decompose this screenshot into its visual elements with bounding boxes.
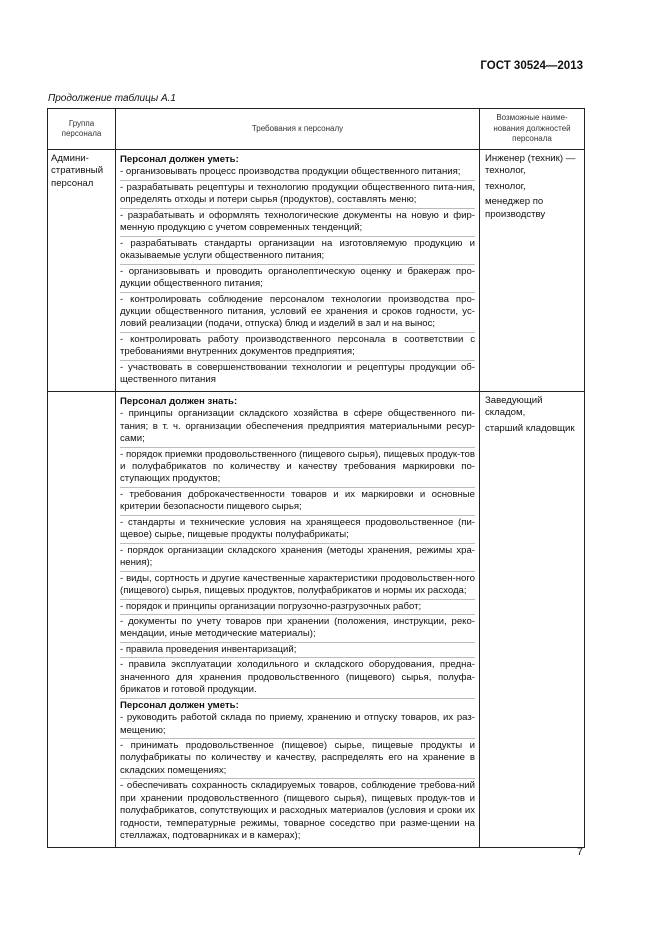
requirement-item: - разрабатывать и оформлять технологические документы на новую и фир-менную продукцию с учетом современных тенденций; bbox=[120, 210, 475, 237]
requirement-item: - порядок приемки продовольственного (пищевого сырья), пищевых продук-тов и полуфабрикатов по количеству и качеству требования маркировки по-ступающих продуктов; bbox=[120, 449, 475, 488]
requirement-item: - виды, сортность и другие качественные характеристики продовольствен-ного (пищевого) сырья, пищевых продуктов, полуфабрикатов и нормы их расхода; bbox=[120, 573, 475, 600]
positions-cell bbox=[480, 391, 585, 847]
table-continuation-caption: Продолжение таблицы А.1 bbox=[48, 93, 176, 104]
page-number: 7 bbox=[576, 846, 583, 858]
requirement-item: - правила эксплуатации холодильного и складского оборудования, предна-значенного для хранения продовольственного (пищевого) сырья, полуфа-брикатов и готовой продукции. bbox=[120, 659, 475, 698]
requirement-item: - руководить работой склада по приему, хранению и отпуску товаров, их раз-мещению; bbox=[120, 712, 475, 739]
requirements-cell bbox=[116, 150, 480, 392]
block-heading: Персонал должен уметь: bbox=[120, 699, 239, 711]
requirement-item: - обеспечивать сохранность складируемых товаров, соблюдение требова-ний при хранении продовольственного (пищевого сырья), пищевых продук-тов и полуфабрикатов, сопутствующих и расходных материалов (условия и сроки их годности, температурные режимы, товарное соседство при разме-щении на стеллажах, подтоварниках и в камерах); bbox=[120, 780, 475, 842]
requirement-item: - требования доброкачественности товаров и их маркировки и основные критерии безопасности пищевого сырья; bbox=[120, 489, 475, 516]
position-name: технолог, bbox=[485, 180, 526, 192]
position-name: Заведующий складом, bbox=[485, 394, 543, 419]
position-name: менеджер по производству bbox=[485, 196, 546, 220]
requirement-item: - контролировать работу производственного персонала в соответствии с требованиями внутренних документов предприятия; bbox=[120, 334, 475, 361]
requirement-item: - документы по учету товаров при хранении (положения, инструкции, реко-мендации, иные методические материалы); bbox=[120, 616, 475, 643]
block-heading: Персонал должен уметь: bbox=[120, 154, 239, 165]
standard-number: ГОСТ 30524—2013 bbox=[480, 60, 583, 72]
requirements-cell bbox=[116, 391, 480, 847]
block-heading: Персонал должен знать: bbox=[120, 395, 238, 407]
group-cell: Админи-стративный персонал bbox=[48, 150, 116, 392]
position-name: старший кладовщик bbox=[485, 422, 575, 434]
requirement-item: - стандарты и технические условия на хранящееся продовольственное (пи-щевое) сырье, пищевые продукты полуфабрикаты; bbox=[120, 517, 475, 544]
group-cell bbox=[48, 391, 116, 847]
requirement-item: - участвовать в совершенствовании технологии и рецептуры продукции об-щественного питания bbox=[120, 361, 475, 386]
requirement-item: - контролировать соблюдение персоналом технологии производства про-дукции общественного питания, условий ее хранения и сроков годности, ус-ловий реализации (подачи, отпуска) блюд и изделий в зал и на вынос; bbox=[120, 294, 475, 333]
header-requirements: Требования к персоналу bbox=[116, 109, 480, 150]
table-header-row bbox=[48, 109, 585, 150]
requirement-item: - организовывать и проводить органолептическую оценку и бракераж про-дукции общественного питания; bbox=[120, 266, 475, 293]
position-name: Инженер (техник) — технолог, bbox=[485, 153, 576, 177]
personnel-requirements-table bbox=[47, 108, 585, 848]
header-group: Группа персонала bbox=[48, 109, 116, 150]
header-positions: Возможные наиме-нования должностей персонала bbox=[480, 109, 585, 150]
table-row bbox=[48, 150, 585, 392]
requirement-item: - разрабатывать рецептуры и технологию продукции общественного пита-ния, определять отходы и потери сырья (продуктов), составлять меню; bbox=[120, 182, 475, 209]
requirement-item: - правила проведения инвентаризаций; bbox=[120, 644, 475, 658]
requirement-item: - организовывать процесс производства продукции общественного питания; bbox=[120, 166, 475, 180]
requirement-item: - разрабатывать стандарты организации на изготовляемую продукцию и оказываемые услуги общественного питания; bbox=[120, 238, 475, 265]
requirement-item: - порядок и принципы организации погрузочно-разгрузочных работ; bbox=[120, 601, 475, 615]
requirement-item: - принимать продовольственное (пищевое) сырье, пищевые продукты и полуфабрикаты по количеству и качеству, распределять его на хранение в складских помещениях; bbox=[120, 740, 475, 779]
table-row bbox=[48, 391, 585, 847]
positions-cell bbox=[480, 150, 585, 392]
requirement-item: - принципы организации складского хозяйства в сфере общественного пи-тания; в т. ч. организации обеспечения предприятия материальными ресур-сами; bbox=[120, 408, 475, 447]
requirement-item: - порядок организации складского хранения (методы хранения, режимы хра-нения); bbox=[120, 545, 475, 572]
